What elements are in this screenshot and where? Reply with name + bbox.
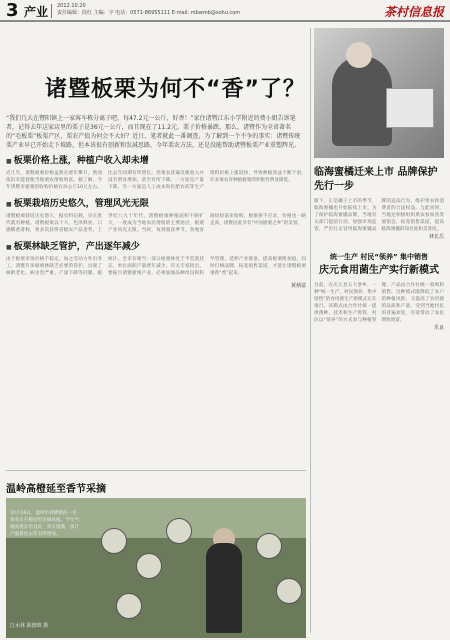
subheading-3: ■ 板栗林缺乏管护，产出逐年减少	[6, 239, 306, 252]
orange-fruit	[166, 518, 192, 544]
sidebar-headline-1: 临海蜜橘迁来上市 品牌保护先行一步	[314, 167, 438, 192]
main-headline: 诸暨板栗为何不“香”了？	[45, 77, 306, 102]
sidebar-photo	[314, 28, 444, 158]
photo-headline: 温岭高橙延至香节采摘	[6, 484, 106, 495]
article-byline: 黄炳富	[290, 283, 306, 289]
article-text-3: 由于板栗市场价格不稳定，加之劳动力外出务工，诸暨许多板栗林缺乏必要的管护，出现了树龄老化、病虫害严重、产量下降等问题。据统计，全市有相当一部分板栗林处于半荒废状态，单位面积产量逐年减少。有关专家指出，要振兴诸暨板栗产业，必须加强品种改良和科学管理，延伸产业链条，提高板栗附加值，同时打响品牌，拓宽销售渠道，才能让诸暨板栗重新“香”起来。	[6, 257, 306, 276]
feature-photo	[6, 498, 306, 638]
section-divider	[6, 470, 306, 471]
sidebar	[314, 28, 444, 331]
subheading-1: ■ 板栗价格上涨，种植户收入却未增	[6, 153, 306, 166]
article-body	[6, 151, 306, 465]
sidebar-headline-2	[314, 250, 444, 278]
photo-credit: 江水林 陈德锦 摄	[10, 623, 49, 629]
article-text-2: 诸暨板栗栽培历史悠久，据史料记载，早在唐代就有种植。诸暨板栗以个大、色泽鲜亮、口感糯香著称，曾多次获得省级农产品金奖。上世纪八九十年代，诸暨板栗种植面积不断扩大，一度成为当地农民增收的主要途径，板栗产业风光无限。当时，每到收获季节，各地客商纷纷前来收购，板栗供不应求，价格也一路走高，诸暨因此享有“中国板栗之乡”的美誉。	[6, 214, 306, 233]
header-divider	[51, 4, 52, 18]
newspaper-masthead: 茶村信息报	[383, 5, 444, 19]
orange-fruit	[276, 578, 302, 604]
photo-farmer	[206, 543, 242, 633]
photo-person	[332, 56, 392, 146]
orange-fruit	[136, 553, 162, 579]
article-text-1: 近几年，诸暨板栗价格虽然在逐年攀升，然而依旧未能促使当地栗农增收致富。据了解，今年诸暨市板栗的收购价格在每公斤10元左右，比去年同期有所增长，但栗农普遍反映收入并没有明显增加，甚至有所下降。一方面是产量下降，另一方面是人工成本和化肥农药等生产资料价格上涨较快，导致种植效益不断下滑，许多栗农对种植板栗的积极性明显降低。	[6, 171, 306, 190]
sidebar-byline-1: 林长岳	[428, 234, 444, 240]
photo-person-head	[346, 42, 372, 68]
sidebar-kicker-2: 统一生产 村民“领养” 集中销售	[329, 253, 429, 261]
sidebar-text-2: 目前，在庆元县五大堡乡，一种“统一生产、村民领养、集中销售”的食用菌生产新模式正在推行。该模式由合作社统一提供菌种、技术和生产资料，村民以“领养”的方式参与种植管理，产品由合作社统一收购和销售。这种模式既降低了农户的种植风险，又提高了食用菌的品质和产量，受到当地村民的普遍欢迎，有效带动了农民增收致富。	[314, 283, 444, 323]
header-date: 2012.10.20	[57, 3, 86, 9]
photo-crate	[386, 88, 434, 128]
page-number: 3	[6, 0, 19, 21]
header-meta	[57, 3, 240, 17]
subheading-2: ■ 板栗栽培历史悠久，管理风光无限	[6, 196, 306, 209]
photo-feature	[6, 480, 306, 638]
orange-fruit	[256, 533, 282, 559]
page-header	[0, 0, 450, 22]
orange-fruit	[101, 528, 127, 554]
sidebar-title-2: 庆元食用菌生产实行新模式	[319, 265, 439, 276]
photo-caption: 10月16日，温岭市箬横镇的一位果农正在橙园里采摘高橙。今年当地高橙长势良好，果实饱满，预计产量将比去年有所增加。	[10, 511, 79, 537]
orange-fruit	[116, 593, 142, 619]
lead-paragraph: “我们几大在暨阳镇上一家客车栋分离子吧，每47.2元一公斤，好香！”家住诸暨江东小学附近的费小姐告诉笔者，记得去年这家店里的栗子是36元一公斤，而且现在了11.2元。栗子价格暴跌，那么，诸暨作为全省著名的“毛板栗”板栗产区，栗农产值为何会不大好？近日，笔者就此一番调查，为了解到一个不争的事实：诸暨传统栗产业早已开始走下坡路，但本该很有创新和发减思路，今年栗农方法，还是没能帮助诸暨板栗产业重塑辉光。	[6, 115, 301, 149]
column-divider	[310, 28, 311, 633]
sidebar-byline-2: 乐良	[433, 325, 444, 331]
section-label: 产业	[24, 5, 49, 19]
header-editor-line: 责任编辑：段红 主编：宇 电话：0571-86955111 E-mail: mbwmb@sohu.com	[57, 10, 241, 16]
sidebar-text-1: 眼下，正是橘子上市的季节，临海蜜橘也开始陆续上市。为了保护临海蜜橘品牌，当地有关部门提前行动，加强市场监管，严厉打击冒用临海蜜橘品牌的违法行为，维护果农和消费者的合法权益。与此同时，当地还积极组织果农参加各类展销会，拓宽销售渠道，提高临海蜜橘的知名度和美誉度。	[314, 199, 444, 232]
